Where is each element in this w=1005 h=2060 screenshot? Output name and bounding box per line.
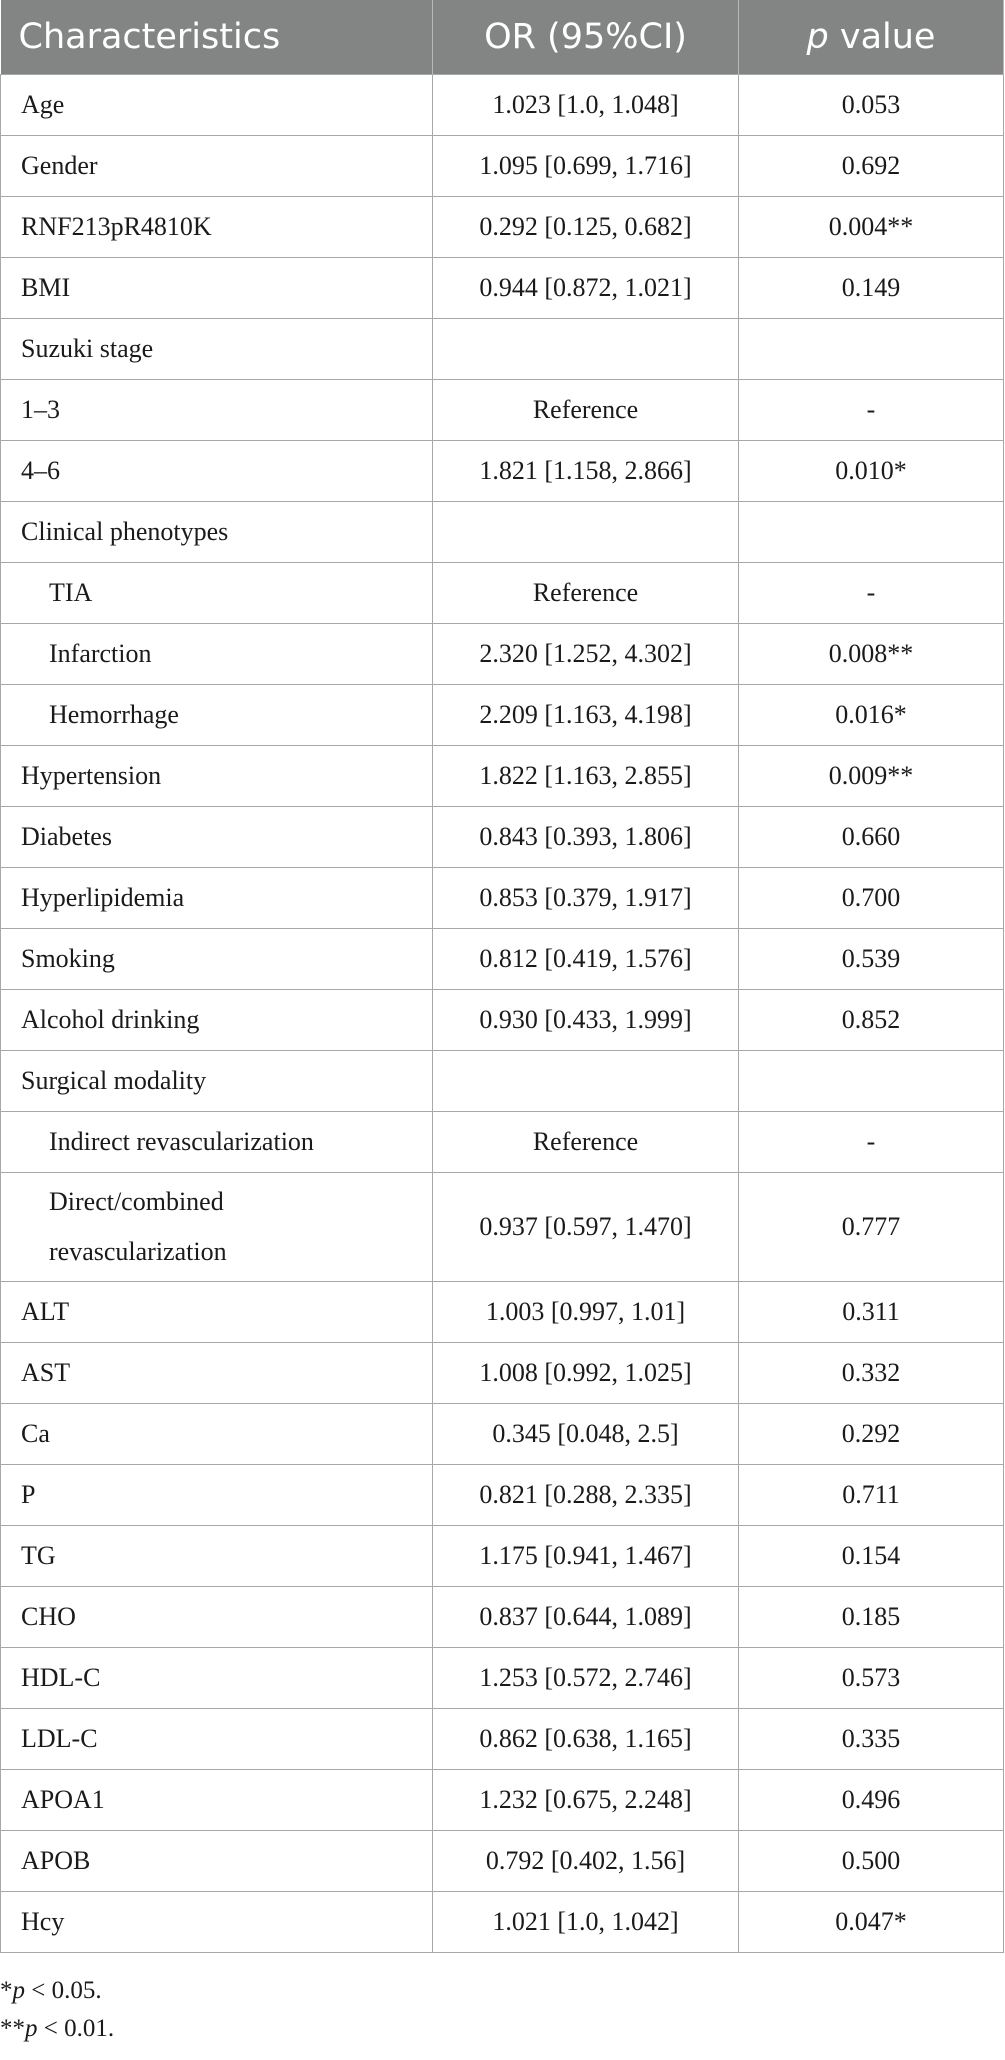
row-or: 0.937 [0.597, 1.470] [433, 1173, 739, 1282]
row-or: 0.292 [0.125, 0.682] [433, 197, 739, 258]
row-or: 0.944 [0.872, 1.021] [433, 258, 739, 319]
row-p: 0.700 [739, 868, 1004, 929]
row-name: Infarction [1, 624, 433, 685]
table-row-section [1, 502, 1004, 563]
table-row [1, 1831, 1004, 1892]
row-p: 0.154 [739, 1526, 1004, 1587]
row-or: 0.812 [0.419, 1.576] [433, 929, 739, 990]
row-p: 0.573 [739, 1648, 1004, 1709]
row-or: 0.843 [0.393, 1.806] [433, 807, 739, 868]
row-or: 0.862 [0.638, 1.165] [433, 1709, 739, 1770]
table-row [1, 1892, 1004, 1953]
row-or: 1.175 [0.941, 1.467] [433, 1526, 739, 1587]
row-p: 0.009** [739, 746, 1004, 807]
row-name: TIA [1, 563, 433, 624]
row-name: Hypertension [1, 746, 433, 807]
table-row [1, 685, 1004, 746]
table-row-section [1, 1051, 1004, 1112]
row-name: Hcy [1, 1892, 433, 1953]
row-name: APOA1 [1, 1770, 433, 1831]
table-row [1, 1343, 1004, 1404]
footnote-text: < 0.05. [25, 1977, 102, 2004]
row-or: 1.095 [0.699, 1.716] [433, 136, 739, 197]
row-name: Age [1, 75, 433, 136]
row-name: Clinical phenotypes [1, 502, 433, 563]
row-p: - [739, 563, 1004, 624]
row-p: 0.496 [739, 1770, 1004, 1831]
footnote-p005 [0, 1972, 114, 2010]
row-name: Diabetes [1, 807, 433, 868]
row-or: 0.853 [0.379, 1.917] [433, 868, 739, 929]
table-row [1, 441, 1004, 502]
row-name: CHO [1, 1587, 433, 1648]
row-name: Alcohol drinking [1, 990, 433, 1051]
row-or: 0.345 [0.048, 2.5] [433, 1404, 739, 1465]
table-row [1, 1173, 1004, 1282]
row-name: Indirect revascularization [1, 1112, 433, 1173]
footnote-text: < 0.01. [37, 2015, 115, 2042]
row-or: Reference [433, 1112, 739, 1173]
table-row [1, 1770, 1004, 1831]
footnote-mark: * [0, 1977, 13, 2004]
row-or: 1.253 [0.572, 2.746] [433, 1648, 739, 1709]
row-p: 0.711 [739, 1465, 1004, 1526]
table-row [1, 990, 1004, 1051]
table-header [1, 0, 1004, 75]
table-row [1, 868, 1004, 929]
row-p [739, 1051, 1004, 1112]
row-name: P [1, 1465, 433, 1526]
row-or [433, 502, 739, 563]
row-p: - [739, 380, 1004, 441]
row-p: 0.010* [739, 441, 1004, 502]
row-or: 1.822 [1.163, 2.855] [433, 746, 739, 807]
table-row [1, 258, 1004, 319]
row-or: 1.021 [1.0, 1.042] [433, 1892, 739, 1953]
row-name: RNF213pR4810K [1, 197, 433, 258]
row-name-two-line [1, 1173, 433, 1282]
row-p: 0.692 [739, 136, 1004, 197]
row-or: 0.821 [0.288, 2.335] [433, 1465, 739, 1526]
row-name: HDL-C [1, 1648, 433, 1709]
footnotes [0, 1972, 114, 2048]
row-p: 0.500 [739, 1831, 1004, 1892]
row-name: Ca [1, 1404, 433, 1465]
row-p: 0.053 [739, 75, 1004, 136]
row-or: 1.232 [0.675, 2.248] [433, 1770, 739, 1831]
table-row [1, 746, 1004, 807]
row-name: Hyperlipidemia [1, 868, 433, 929]
table-row [1, 136, 1004, 197]
row-or: 1.003 [0.997, 1.01] [433, 1282, 739, 1343]
row-or: 2.320 [1.252, 4.302] [433, 624, 739, 685]
row-name: ALT [1, 1282, 433, 1343]
row-p: 0.292 [739, 1404, 1004, 1465]
row-name: APOB [1, 1831, 433, 1892]
table-row [1, 1112, 1004, 1173]
row-name: BMI [1, 258, 433, 319]
row-name: Suzuki stage [1, 319, 433, 380]
row-name: TG [1, 1526, 433, 1587]
row-or [433, 319, 739, 380]
row-p: 0.185 [739, 1587, 1004, 1648]
row-p: 0.332 [739, 1343, 1004, 1404]
row-p: 0.004** [739, 197, 1004, 258]
table-row [1, 1587, 1004, 1648]
row-or: 1.821 [1.158, 2.866] [433, 441, 739, 502]
row-name-line2: revascularization [49, 1237, 227, 1266]
table-body [1, 75, 1004, 1953]
table-row [1, 1465, 1004, 1526]
header-or-95ci: OR (95%CI) [433, 0, 739, 75]
table-row [1, 1648, 1004, 1709]
header-p-rest: value [828, 17, 936, 57]
row-or: 1.008 [0.992, 1.025] [433, 1343, 739, 1404]
row-p: 0.660 [739, 807, 1004, 868]
row-or: 0.837 [0.644, 1.089] [433, 1587, 739, 1648]
table-row [1, 75, 1004, 136]
row-name: Hemorrhage [1, 685, 433, 746]
row-name: 1–3 [1, 380, 433, 441]
row-name: Gender [1, 136, 433, 197]
table-row [1, 1709, 1004, 1770]
row-name-line1: Direct/combined [49, 1187, 224, 1216]
header-row [1, 0, 1004, 75]
header-p-value [739, 0, 1004, 75]
row-or: 2.209 [1.163, 4.198] [433, 685, 739, 746]
table-row [1, 380, 1004, 441]
row-name: 4–6 [1, 441, 433, 502]
row-p: 0.149 [739, 258, 1004, 319]
row-or [433, 1051, 739, 1112]
header-p-italic: p [806, 17, 829, 57]
row-or: Reference [433, 563, 739, 624]
row-or: 0.930 [0.433, 1.999] [433, 990, 739, 1051]
row-p: 0.016* [739, 685, 1004, 746]
row-or: Reference [433, 380, 739, 441]
footnote-p001 [0, 2010, 114, 2048]
footnote-p: p [25, 2015, 38, 2042]
table-row [1, 624, 1004, 685]
table-row [1, 807, 1004, 868]
row-p: 0.008** [739, 624, 1004, 685]
table-row [1, 1282, 1004, 1343]
row-p: 0.539 [739, 929, 1004, 990]
row-or: 0.792 [0.402, 1.56] [433, 1831, 739, 1892]
row-name: AST [1, 1343, 433, 1404]
table-row [1, 1526, 1004, 1587]
row-p [739, 502, 1004, 563]
row-p: 0.852 [739, 990, 1004, 1051]
header-characteristics: Characteristics [1, 0, 433, 75]
footnote-p: p [12, 1977, 25, 2004]
row-p [739, 319, 1004, 380]
row-p: 0.335 [739, 1709, 1004, 1770]
table-row [1, 563, 1004, 624]
row-p: 0.047* [739, 1892, 1004, 1953]
row-p: 0.311 [739, 1282, 1004, 1343]
table-row [1, 197, 1004, 258]
row-name: LDL-C [1, 1709, 433, 1770]
row-name: Surgical modality [1, 1051, 433, 1112]
row-p: - [739, 1112, 1004, 1173]
row-p: 0.777 [739, 1173, 1004, 1282]
row-name: Smoking [1, 929, 433, 990]
row-or: 1.023 [1.0, 1.048] [433, 75, 739, 136]
table-row [1, 1404, 1004, 1465]
footnote-mark: ** [0, 2015, 25, 2042]
table-row [1, 929, 1004, 990]
table-row-section [1, 319, 1004, 380]
